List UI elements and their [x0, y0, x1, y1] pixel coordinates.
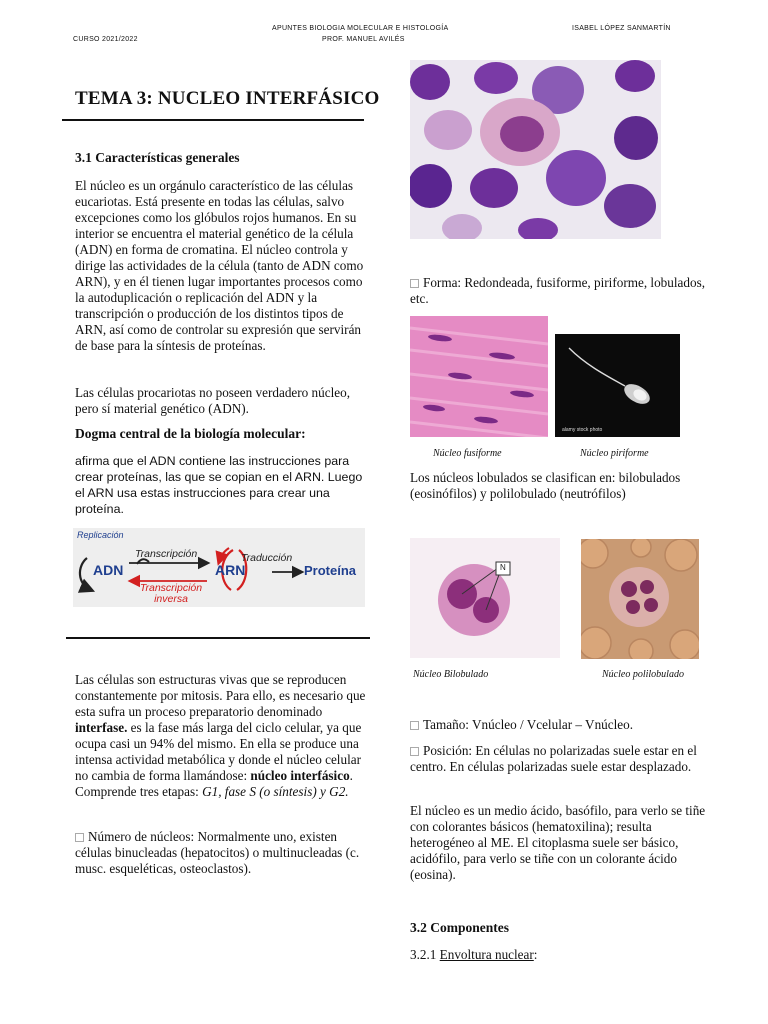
- interphase-nucleus-term: núcleo interfásico: [250, 768, 350, 783]
- replication-label: Replicación: [77, 530, 124, 540]
- sperm-cell-art: [555, 334, 680, 437]
- components-heading: 3.2 Componentes: [410, 920, 510, 935]
- reverse-transcription-line1: Transcripción: [139, 582, 203, 594]
- fusiform-nucleus-art: [410, 316, 548, 437]
- fusiform-nucleus-image: [410, 316, 548, 437]
- envelope-colon: :: [533, 947, 538, 962]
- bullet-symbol-icon: [75, 833, 84, 842]
- document-title: APUNTES BIOLOGIA MOLECULAR E HISTOLOGÍA: [272, 25, 449, 32]
- course-label: CURSO 2021/2022: [73, 36, 138, 43]
- acidity-paragraph: El núcleo es un medio ácido, basófilo, para verlo se tiñe con colorantes básicos (hematoxilina); resulta heterogéneo al ME. El citoplasma suele ser básico, acidófilo, para verlo se tiñe con un colorante ácido (eosina).: [410, 803, 706, 882]
- dogma-paragraph: afirma que el ADN contiene las instrucciones para crear proteínas, las que se copian en el ARN. Luego el ARN usa estas instrucciones para crear una proteína.: [75, 454, 363, 516]
- interphase-term: interfase.: [75, 720, 128, 735]
- bullet-symbol-icon: [410, 279, 419, 288]
- blood-cells-micrograph: [410, 60, 661, 239]
- section-divider: [66, 637, 370, 639]
- eosinophil-art: [410, 538, 560, 658]
- dogma-diagram: [73, 528, 365, 607]
- interphase-text-c: es la fase más larga del ciclo celular, ya que ocupa casi un 94% del mismo. En ella se produce una intensa actividad metabólica y donde el núcleo celular no cambia de forma llamándose:: [75, 720, 362, 783]
- stock-watermark: alamy stock photo: [562, 427, 603, 433]
- envelope-number: 3.2.1: [410, 947, 440, 962]
- polylobed-nucleus-image: [581, 539, 699, 659]
- polylobed-caption: Núcleo polilobulado: [602, 669, 684, 680]
- arn-label: ARN: [215, 562, 246, 578]
- bullet-symbol-icon: [410, 721, 419, 730]
- shape-text: Forma: Redondeada, fusiforme, piriforme, lobulados, etc.: [410, 275, 705, 306]
- shape-paragraph: [410, 275, 710, 307]
- piriform-nucleus-image: [555, 334, 680, 437]
- author-label: ISABEL LÓPEZ SANMARTÍN: [572, 25, 671, 32]
- position-text: Posición: En células no polarizadas suele estar en el centro. En células polarizadas suele estar desplazado.: [410, 743, 697, 774]
- nucleus-count-text: Número de núcleos: Normalmente uno, existen células binucleadas (hepatocitos) o multinucleadas (c. musc. esqueléticas, osteoclastos).: [75, 829, 360, 876]
- bilobed-caption: Núcleo Bilobulado: [413, 669, 489, 680]
- interphase-text-e: . Comprende tres etapas:: [75, 768, 353, 799]
- replication-loop-arrow: [80, 558, 91, 590]
- professor-label: PROF. MANUEL AVILÉS: [322, 36, 405, 43]
- section-heading: 3.1 Características generales: [75, 150, 240, 165]
- position-paragraph: [410, 743, 710, 775]
- dogma-heading: Dogma central de la biología molecular:: [75, 426, 306, 441]
- page-title: TEMA 3: NUCLEO INTERFÁSICO: [75, 88, 380, 109]
- transcription-label: Transcripción: [135, 548, 198, 560]
- fusiform-caption: Núcleo fusiforme: [433, 448, 502, 459]
- interphase-text-a: Las células son estructuras vivas que se reproducen constantemente por mitosis. Para ello, es necesario que esta sufra un proceso preparatorio denominado: [75, 672, 366, 719]
- neutrophil-art: [581, 539, 699, 659]
- nucleus-count-paragraph: [75, 829, 367, 877]
- blood-cells-art: [410, 60, 661, 239]
- adn-label: ADN: [93, 562, 124, 578]
- intro-paragraph: El núcleo es un orgánulo característico de las células eucariotas. Está presente en todas las células, salvo excepciones como los glóbulos rojos humanos. En su interior se encuentra el material genético de la célula (ADN) en forma de cromatina. El núcleo controla y dirige las actividades de la célula (tanto de ADN como ARN), y en él tienen lugar importantes procesos como la autoduplicación o replicación del ADN y la transcripción o producción de los distintos tipos de ARN, así como de controlar su expresión que servirán de base para la síntesis de proteínas.: [75, 178, 364, 353]
- prokaryote-paragraph: Las células procariotas no poseen verdadero núcleo, pero sí material genético (ADN).: [75, 385, 350, 416]
- translation-label: Traducción: [241, 552, 293, 564]
- reverse-transcription-line2: inversa: [154, 593, 188, 605]
- size-text: Tamaño: Vnúcleo / Vcelular – Vnúcleo.: [423, 717, 634, 732]
- interphase-stages: G1, fase S (o síntesis) y G2.: [202, 784, 349, 799]
- interphase-paragraph: [75, 672, 367, 800]
- envelope-subheading: [410, 947, 537, 963]
- title-divider: [62, 119, 364, 121]
- piriform-caption: Núcleo piriforme: [580, 448, 649, 459]
- bilobed-nucleus-image: [410, 538, 560, 658]
- envelope-label: Envoltura nuclear: [439, 947, 534, 962]
- bullet-symbol-icon: [410, 747, 419, 756]
- size-paragraph: [410, 717, 710, 733]
- nucleus-label: N: [500, 563, 506, 572]
- reverse-transcription-label: [131, 583, 211, 605]
- protein-label: Proteína: [304, 563, 357, 578]
- lobulated-paragraph: Los núcleos lobulados se clasifican en: bilobulados (eosinófilos) y polilobulado (neutrófilos): [410, 470, 681, 501]
